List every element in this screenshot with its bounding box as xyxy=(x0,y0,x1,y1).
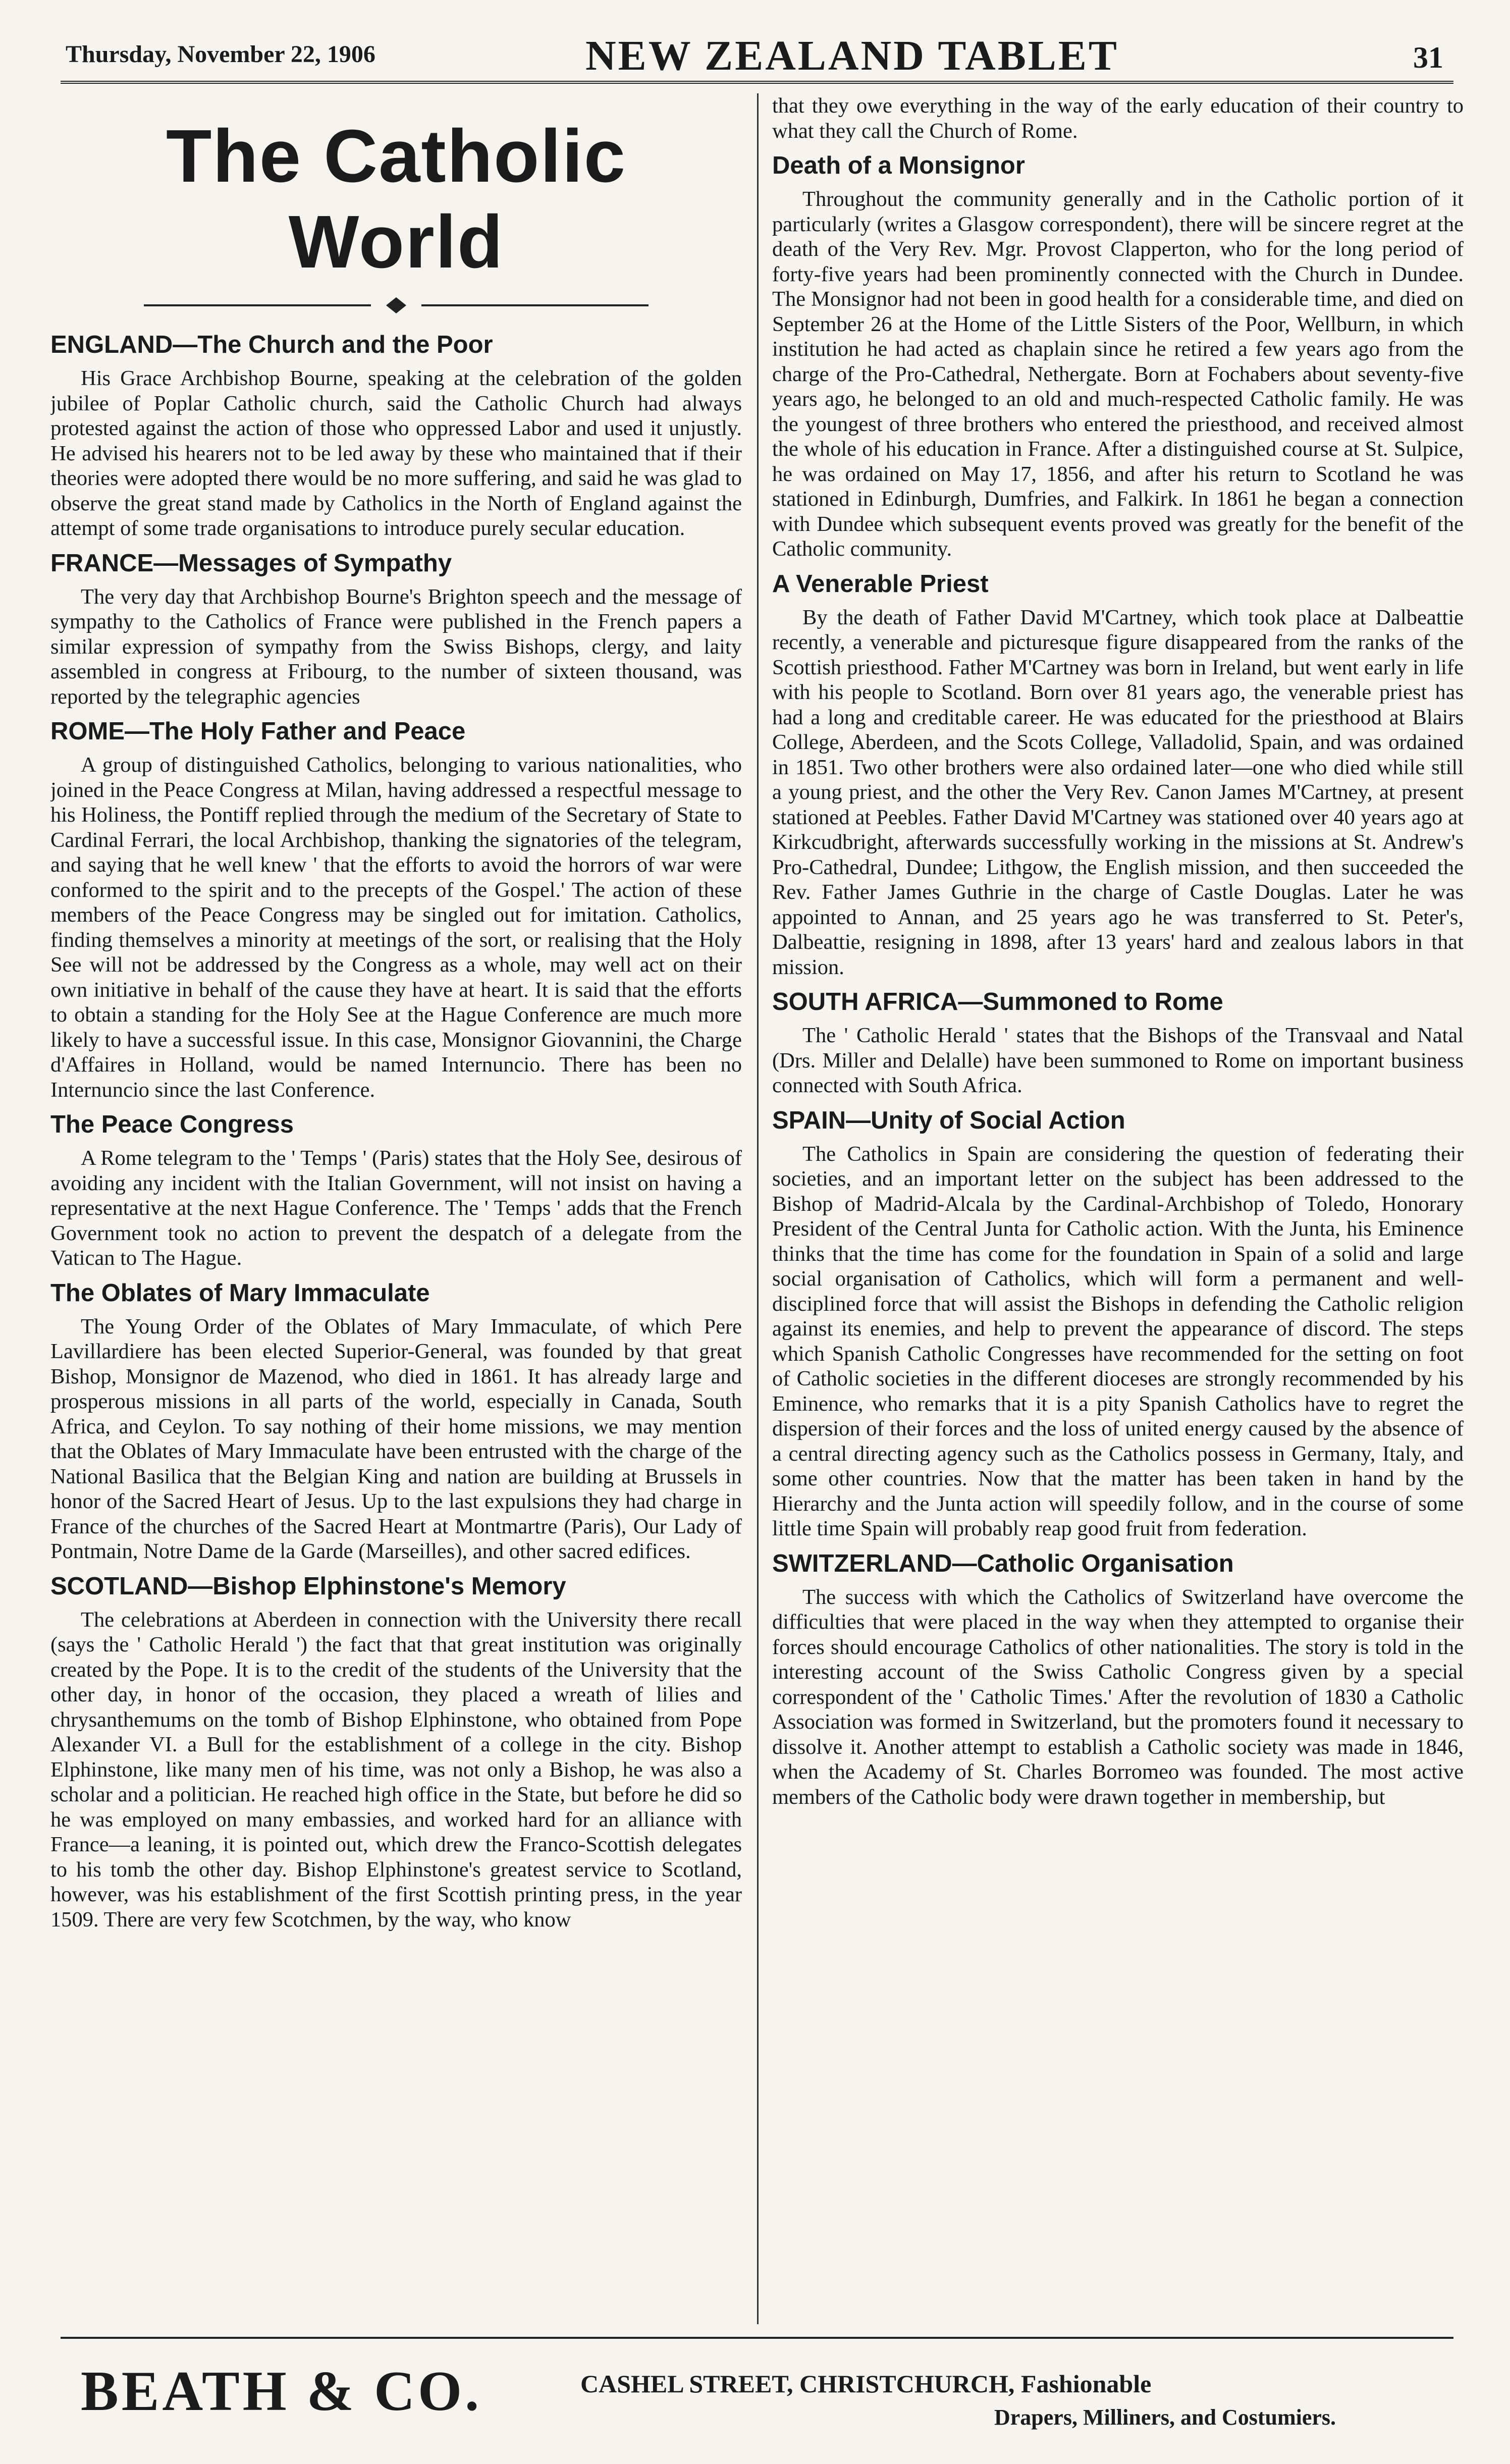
article-heading-south-africa: SOUTH AFRICA—Summoned to Rome xyxy=(772,988,1223,1015)
article-body-monsignor: Throughout the community generally and in the Catholic portion of it particularly (writes a Glasgow correspondent), there will be sincere regret at the death of the Very Rev. Mgr. Provost Clapperton, who for the long period of forty-five years had been prominently connected with the Church in Dundee. The Monsignor had not been in good health for a considerable time, and died on September 26 at the Home of the Little Sisters of the Poor, Wellburn, in which institution he had acted as chaplain since he retired a few years ago from the charge of the Pro-Cathedral, Nethergate. Born at Fochabers about seventy-five years ago, he belonged to an old and much-respected Catholic family. He was the youngest of three brothers who entered the priesthood, and received almost the whole of his education in France. After a distinguished course at St. Sulpice, he was ordained on May 17, 1856, and after his return to Scotland he was stationed in Edinburgh, Dumfries, and Falkirk. In 1861 he began a connection with Dundee which subsequent events proved was greatly for the benefit of the Catholic community. xyxy=(772,187,1464,561)
article-heading-france: FRANCE—Messages of Sympathy xyxy=(50,549,452,577)
ornamental-rule xyxy=(144,295,649,315)
publication-title: NEW ZEALAND TABLET xyxy=(585,32,1119,79)
article-heading-spain: SPAIN—Unity of Social Action xyxy=(772,1106,1125,1134)
column-rule xyxy=(757,93,759,2324)
article-heading-venerable-priest: A Venerable Priest xyxy=(772,570,989,598)
article-body-oblates: The Young Order of the Oblates of Mary Immaculate, of which Pere Lavillardiere has been elected Superior-General, was founded by that great Bishop, Monsignor de Mazenod, who died in 1861. It has already large and prosperous missions in all parts of the world, especially in Canada, South Africa, and Ceylon. To say nothing of their home missions, we may mention that the Oblates of Mary Immaculate have been entrusted with the charge of the National Basilica that the Belgian King and nation are building at Brussels in honor of the Sacred Heart of Jesus. Up to the last expulsions they had charge in France of the churches of the Sacred Heart at Montmartre (Paris), Our Lady of Pontmain, Notre Dame de la Garde (Marseilles), and other sacred edifices. xyxy=(50,1314,742,1563)
section-title: The Catholic World xyxy=(166,115,627,284)
right-column xyxy=(772,93,1464,2324)
article-body-england: His Grace Archbishop Bourne, speaking at the celebration of the golden jubilee of Poplar Catholic church, said the Catholic Church had always protested against the action of those who oppressed Labor and used it unjustly. He advised his hearers not to be led away by these who maintained that if their theories were adopted there would be no more suffering, and said he was glad to observe the great stand made by Catholics in the North of England against the attempt of some trade organisations to introduce purely secular education. xyxy=(50,366,742,540)
article-body-scotland: The celebrations at Aberdeen in connection with the University there recall (says the ' Catholic Herald ') the fact that that great institution was originally created by the Pope. It is to the credit of the students of the University that the other day, in honor of the occasion, they placed a wreath of lilies and chrysanthemums on the tomb of Bishop Elphinstone, who obtained from Pope Alexander VI. a Bull for the establishment of a college in the city. Bishop Elphinstone, like many men of his time, was not only a Bishop, he was also a scholar and a politician. He reached high office in the State, but before he did so he was employed on many embassies, and worked hard for an alliance with France—a leaning, it is pointed out, which drew the Franco-Scottish delegates to his tomb the other day. Bishop Elphinstone's greatest service to Scotland, however, was his establishment of the first Scottish printing press, in the year 1509. There are very few Scotchmen, by the way, who know xyxy=(50,1608,742,1932)
article-body-south-africa: The ' Catholic Herald ' states that the Bishops of the Transvaal and Natal (Drs. Miller and Delalle) have been summoned to Rome on important business connected with South Africa. xyxy=(772,1024,1464,1097)
article-heading-oblates: The Oblates of Mary Immaculate xyxy=(50,1279,430,1307)
issue-date: Thursday, November 22, 1906 xyxy=(66,41,375,68)
advertiser-address: CASHEL STREET, CHRISTCHURCH, Fashionable xyxy=(580,2370,1152,2398)
article-heading-monsignor: Death of a Monsignor xyxy=(772,152,1025,179)
article-body-spain: The Catholics in Spain are considering the question of federating their societies, and an important letter on the subject has been addressed to the Bishop of Madrid-Alcala by the Cardinal-Archbishop of Toledo, Honorary President of the Central Junta for Catholic action. With the Junta, his Eminence thinks that the time has come for the foundation in Spain of a solid and large social organisation of Catholics, which will form a permanent and well-disciplined force that will assist the Bishops in defending the Catholic religion against its enemies, and help to prevent the appearance of discord. The steps which Spanish Catholic Congresses have recommended for the setting on foot of Catholic societies in the different dioceses are strongly recommended by his Eminence, who remarks that it is a pity Spanish Catholics have to regret the dispersion of their forces and the loss of united energy caused by the absence of a central directing agency such as the Catholics possess in Germany, Italy, and some other countries. Now that the matter has been taken in hand by the Hierarchy and the Junta action will speedily follow, and in the course of some little time Spain will probably reap good fruit from federation. xyxy=(772,1142,1464,1540)
article-body-rome: A group of distinguished Catholics, belonging to various nationalities, who joined in the Peace Congress at Milan, having addressed a respectful message to his Holiness, the Pontiff replied through the medium of the Secretary of State to Cardinal Ferrari, the local Archbishop, thanking the signatories of the telegram, and saying that he well knew ' that the efforts to avoid the horrors of war were conformed to the spirit and to the precepts of the Gospel.' The action of these members of the Peace Congress may be singled out for imitation. Catholics, finding themselves a minority at meetings of the sort, or realising that the Holy See will not be addressed by the Congress as a whole, may well act on their own initiative in behalf of the cause they have at heart. It is said that the efforts to obtain a standing for the Holy See at the Hague Conference are much more likely to have a successful issue. In this case, Monsignor Giovannini, the Charge d'Affaires in Holland, would be named Internuncio. There has been no Internuncio since the last Conference. xyxy=(50,753,742,1102)
continued-text: that they owe everything in the way of the early education of their country to what they call the Church of Rome. xyxy=(772,94,1464,143)
article-body-venerable-priest: By the death of Father David M'Cartney, which took place at Dalbeattie recently, a venerable and picturesque figure disappeared from the ranks of the Scottish priesthood. Father M'Cartney was born in Ireland, but went early in life with his people to Scotland. Born over 81 years ago, the venerable priest has had a long and creditable career. He was educated for the priesthood at Blairs College, Aberdeen, and the Scots College, Valladolid, Spain, and was ordained in 1851. Two other brothers were also ordained later—one who died while still a young priest, and the other the Very Rev. Canon James M'Cartney, at present stationed at Peebles. Father David M'Cartney was stationed over 40 years ago at Kirkcudbright, afterwards successfully working in the missions at St. Andrew's Pro-Cathedral, Dundee; Lithgow, the English mission, and then succeeded the Rev. Father James Guthrie in the charge of Castle Douglas. Later he was appointed to Annan, and 25 years ago he was transferred to St. Peter's, Dalbeattie, resigning in 1898, after 13 years' hard and zealous labors in that mission. xyxy=(772,605,1464,979)
article-heading-rome: ROME—The Holy Father and Peace xyxy=(50,718,466,745)
running-head xyxy=(61,25,1453,84)
page-number: 31 xyxy=(1413,41,1443,74)
article-heading-scotland: SCOTLAND—Bishop Elphinstone's Memory xyxy=(50,1572,566,1600)
article-body-switzerland: The success with which the Catholics of Switzerland have overcome the difficulties that were placed in the way when they attempted to organise their forces should encourage Catholics of other nationalities. The story is told in the interesting account of the Swiss Catholic Congress given by a special correspondent of the ' Catholic Times.' After the revolution of 1830 a Catholic Association was formed in Switzerland, but the promoters found it necessary to dissolve it. Another attempt to establish a Catholic society was made in 1846, when the Academy of St. Charles Borromeo was founded. The most active members of the Catholic body were drawn together in membership, but xyxy=(772,1585,1464,1809)
left-column xyxy=(50,93,742,2324)
article-heading-england: ENGLAND—The Church and the Poor xyxy=(50,331,493,358)
advertiser-trades: Drapers, Milliners, and Costumiers. xyxy=(994,2405,1336,2430)
article-heading-peace-congress: The Peace Congress xyxy=(50,1111,294,1138)
advertisement-footer xyxy=(61,2337,1453,2440)
article-heading-switzerland: SWITZERLAND—Catholic Organisation xyxy=(772,1549,1234,1577)
article-body-france: The very day that Archbishop Bourne's Brighton speech and the message of sympathy to the Catholics of France were published in the French papers a similar expression of sympathy from the Swiss Bishops, clergy, and laity assembled in congress at Fribourg, to the number of sixteen thousand, was reported by the telegraphic agencies xyxy=(50,584,742,709)
article-body-peace-congress: A Rome telegram to the ' Temps ' (Paris) states that the Holy See, desirous of avoiding any incident with the Italian Government, will not insist on having a representative at the next Hague Conference. The ' Temps ' adds that the French Government took no action to prevent the despatch of a delegate from the Vatican to The Hague. xyxy=(50,1146,742,1270)
advertiser-name: BEATH & CO. xyxy=(81,2360,482,2423)
